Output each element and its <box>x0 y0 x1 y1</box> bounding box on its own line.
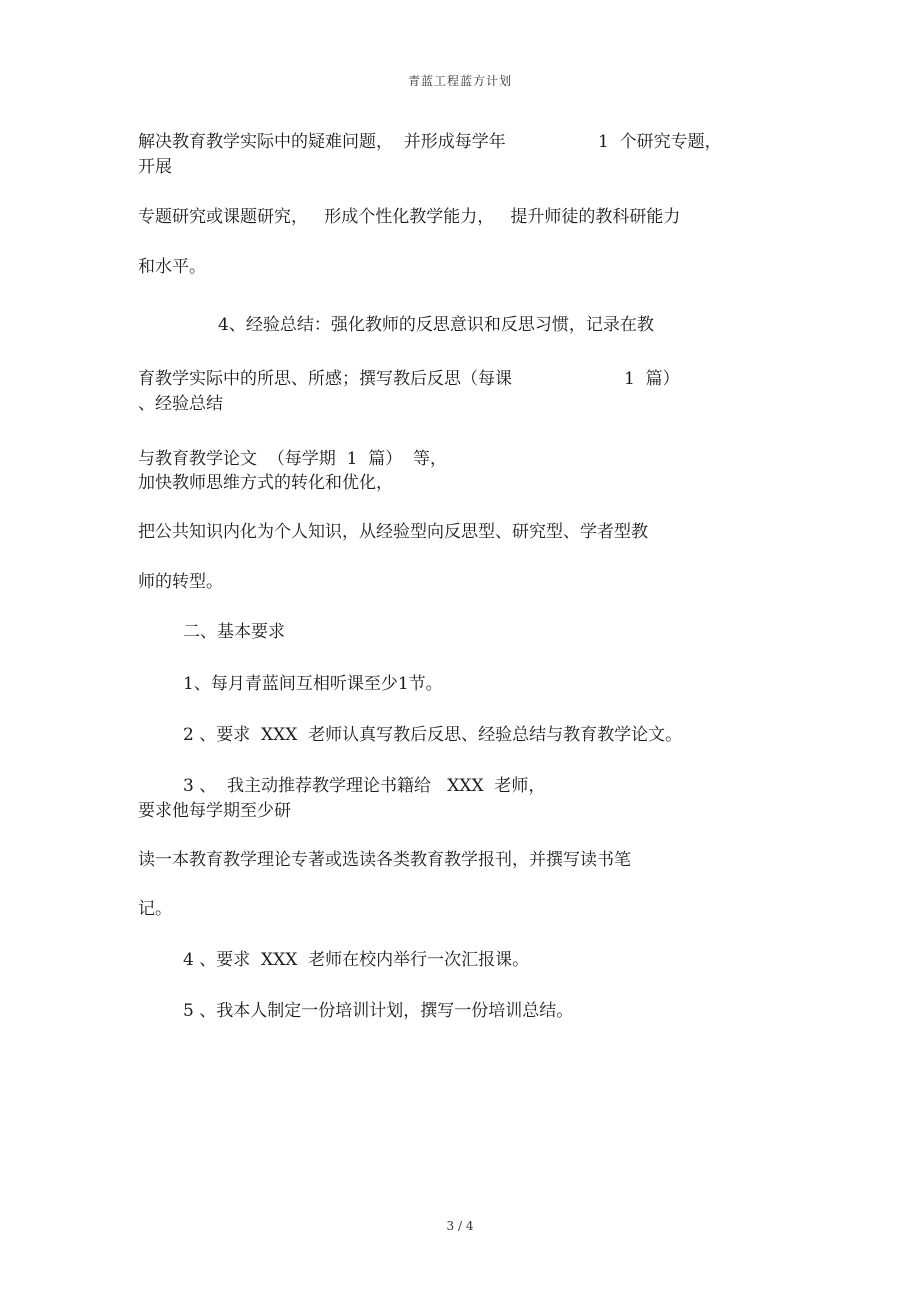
requirement-3-line-2: 要求他每学期至少研 <box>138 801 291 821</box>
section-heading: 二、基本要求 <box>183 622 285 642</box>
requirement-3-line-4: 记。 <box>138 899 172 919</box>
paragraph-2-line-2a: 育教学实际中的所思、所感；撰写教后反思（每课 <box>138 369 512 389</box>
paragraph-1-line-2: 开展 <box>138 157 172 177</box>
paragraph-1-line-1a: 解决教育教学实际中的疑难问题， 并形成每学年 <box>138 132 506 152</box>
requirement-4: 4 、要求 XXX 老师在校内举行一次汇报课。 <box>183 950 530 970</box>
paragraph-2-line-7: 师的转型。 <box>138 572 223 592</box>
paragraph-1-line-4: 和水平。 <box>138 257 206 277</box>
paragraph-2-line-1: 4、经验总结：强化教师的反思意识和反思习惯，记录在教 <box>218 315 654 335</box>
requirement-1: 1、每月青蓝间互相听课至少1节。 <box>183 674 443 694</box>
paragraph-2-line-2b: 1 篇） <box>624 369 680 389</box>
requirement-3-line-3: 读一本教育教学理论专著或选读各类教育教学报刊，并撰写读书笔 <box>138 850 631 870</box>
requirement-2: 2 、要求 XXX 老师认真写教后反思、经验总结与教育教学论文。 <box>183 725 683 745</box>
paragraph-2-line-6: 把公共知识内化为个人知识，从经验型向反思型、研究型、学者型教 <box>138 522 648 542</box>
requirement-5: 5 、我本人制定一份培训计划，撰写一份培训总结。 <box>183 1001 574 1021</box>
paragraph-1-line-1b: 1 个研究专题， <box>598 132 722 152</box>
paragraph-2-line-4: 与教育教学论文 （每学期 1 篇） 等， <box>138 449 448 469</box>
paragraph-2-line-5: 加快教师思维方式的转化和优化， <box>138 473 393 493</box>
paragraph-2-line-3: 、经验总结 <box>138 394 223 414</box>
requirement-3-line-1: 3 、 我主动推荐教学理论书籍给 XXX 老师， <box>183 776 546 796</box>
page-number: 3 / 4 <box>446 1219 474 1233</box>
paragraph-1-line-3: 专题研究或课题研究， 形成个性化教学能力， 提升师徒的教科研能力 <box>138 207 681 227</box>
document-header-title: 青蓝工程蓝方计划 <box>407 74 512 88</box>
